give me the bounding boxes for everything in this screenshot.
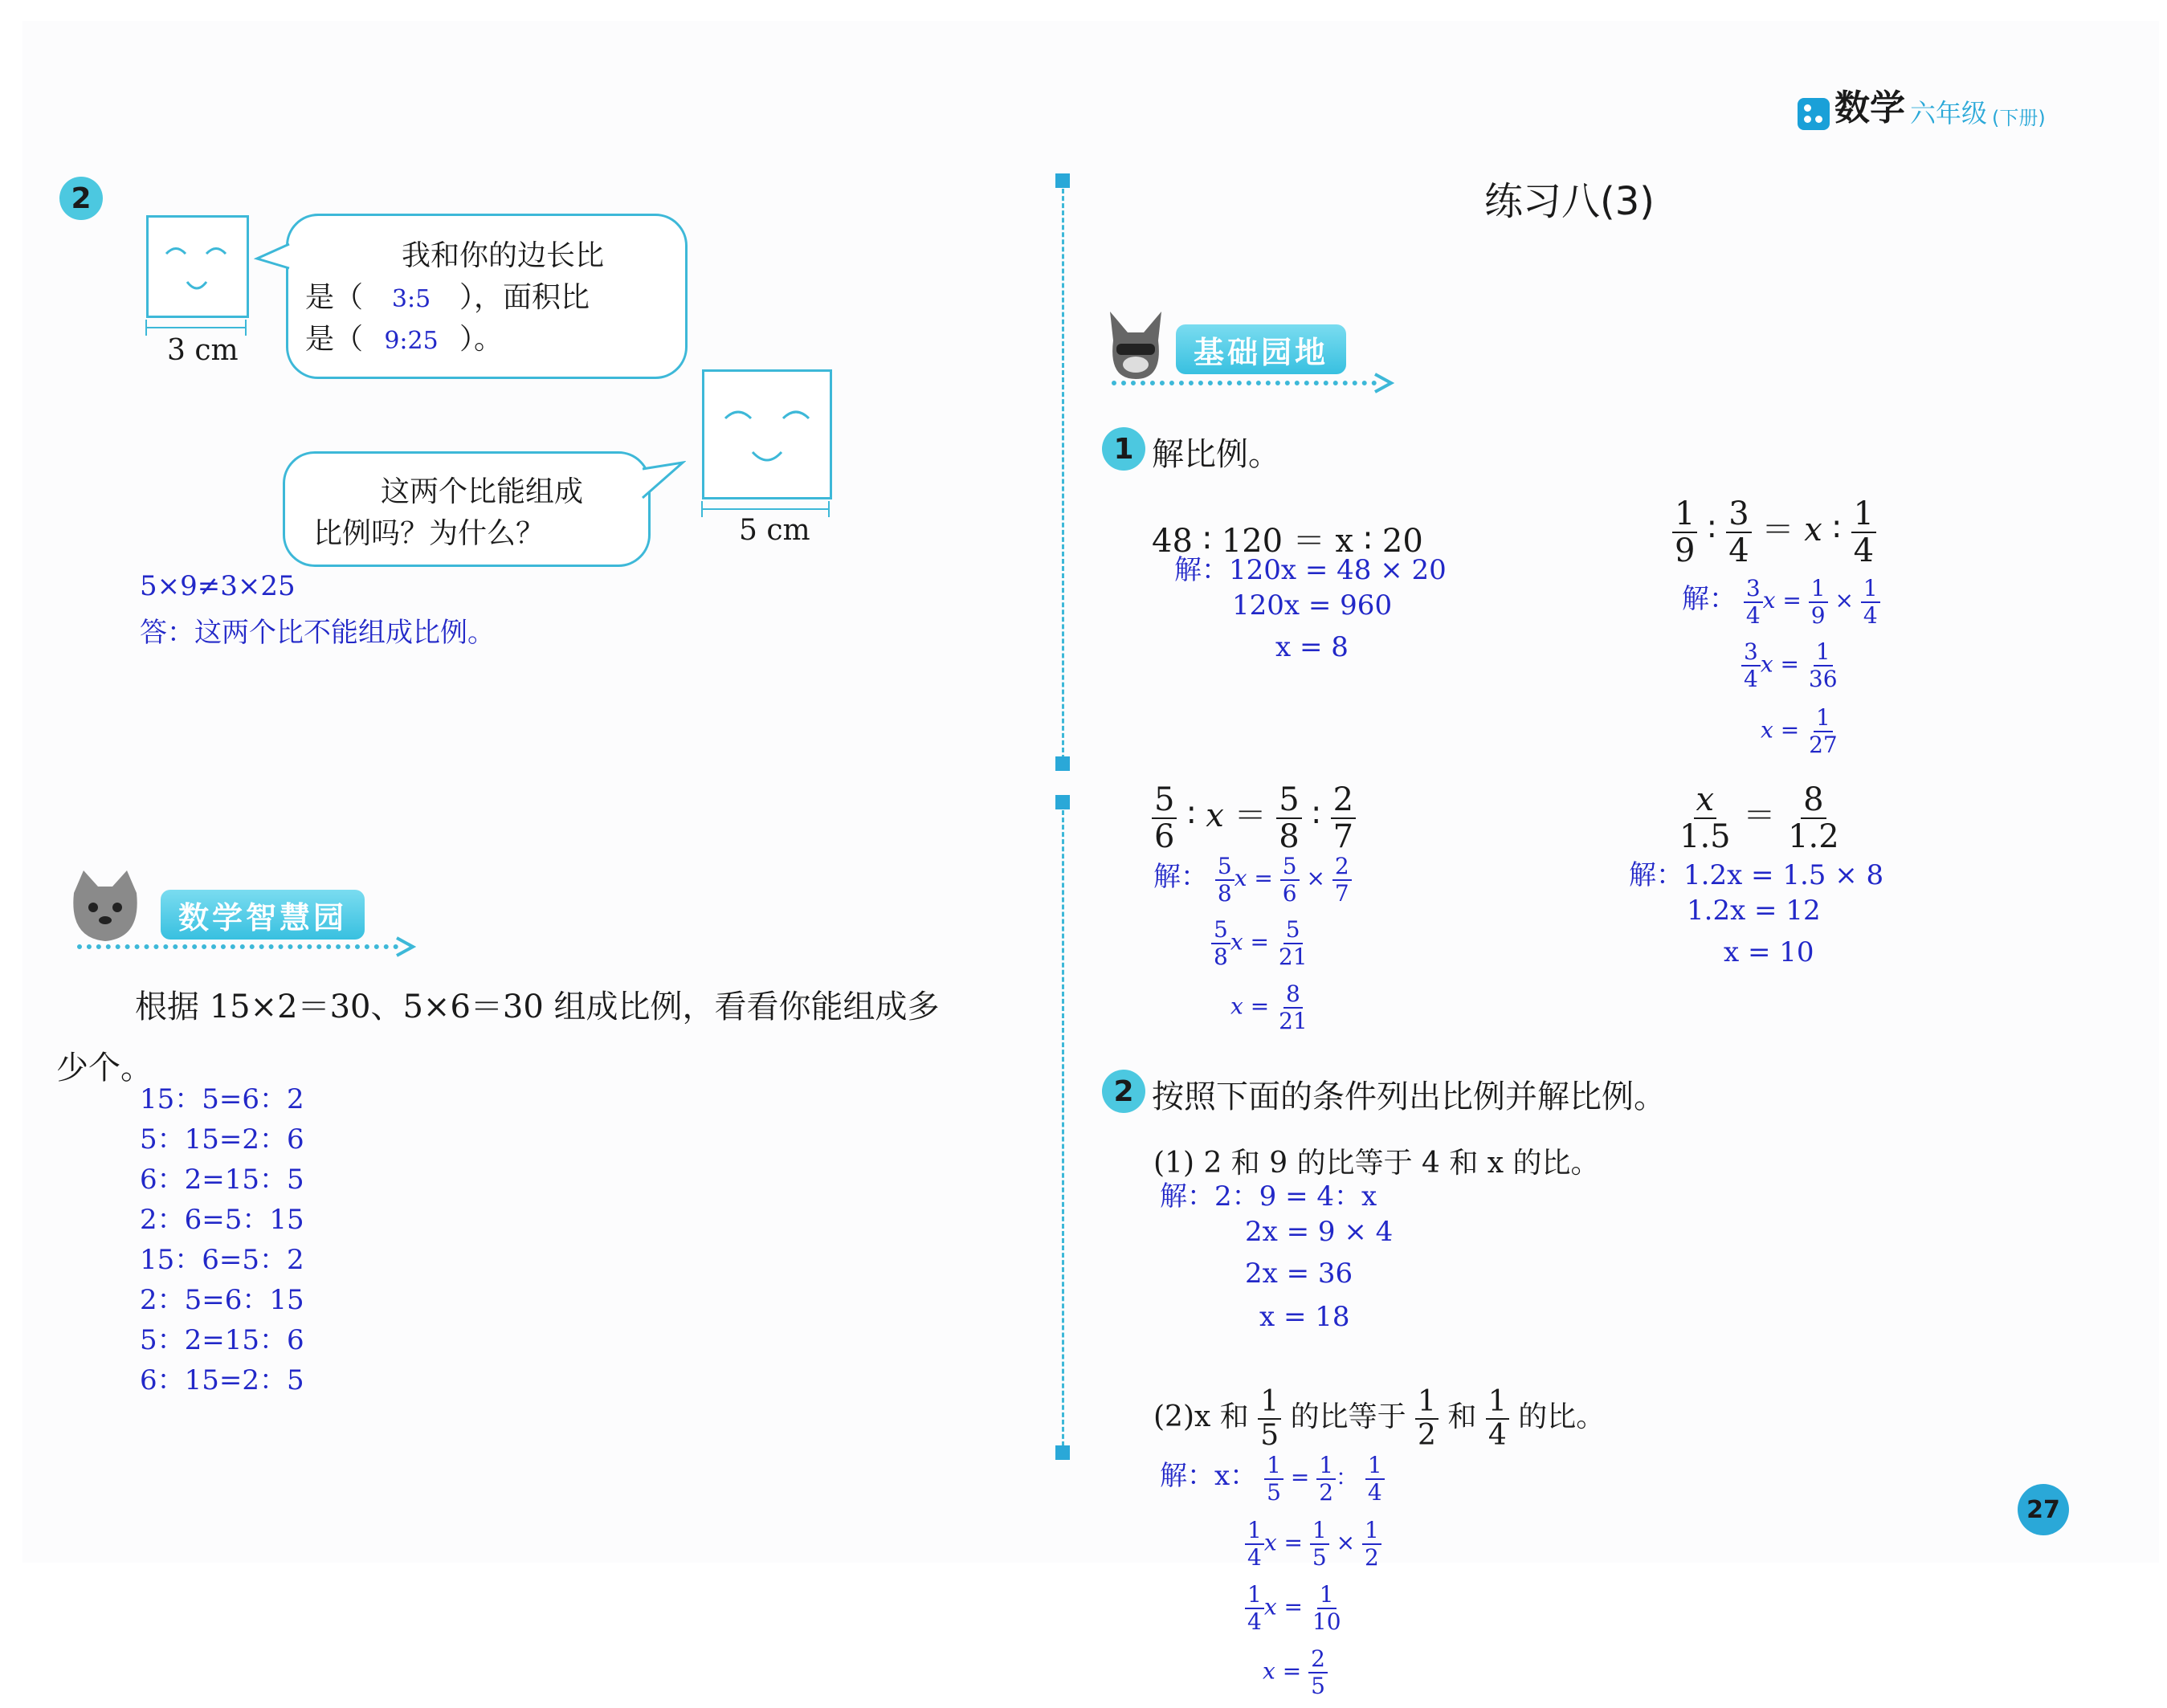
fraction-numerator: 3: [1744, 577, 1763, 603]
q2-text: 按照下面的条件列出比例并解比例。: [1152, 1078, 1666, 1115]
fraction-denominator: 4: [1488, 1419, 1507, 1452]
divider-marker: [1055, 756, 1070, 771]
fraction-denominator: 8: [1279, 818, 1300, 855]
logo-icon: [1798, 98, 1830, 130]
fraction-denominator: 4: [1247, 1544, 1262, 1571]
page-divider-top: [1062, 181, 1064, 760]
area-ratio-answer: 9:25: [384, 327, 439, 355]
q1a-step3: x = 8: [1275, 631, 1349, 663]
arrow-icon: [395, 936, 416, 957]
fraction-denominator: 6: [1154, 818, 1175, 855]
q2p1-text: (1) 2 和 9 的比等于 4 和 x 的比。: [1153, 1147, 1600, 1180]
q2p2-and: 和: [1447, 1400, 1477, 1433]
bubble1-line2-post: ），面积比: [459, 281, 590, 314]
large-square-face: [702, 369, 832, 499]
fraction-numerator: 5: [1152, 784, 1177, 819]
fraction-denominator: 4: [1863, 601, 1878, 629]
fraction-denominator: 36: [1808, 666, 1838, 692]
side-ratio-answer: 3:5: [391, 285, 431, 313]
wisdom-question-line1: 根据 15×2＝30、5×6＝30 组成比例，看看你能组成多: [135, 989, 940, 1025]
arrow-icon: [1373, 373, 1394, 393]
q1b-step2: $\frac{3}{4}$ x = $\frac{1}{36}$: [1741, 641, 1840, 691]
q1d-step2: 1.2x = 12: [1687, 895, 1821, 927]
q1a-equation: 48 ∶ 120 ＝ x ∶ 20: [1152, 523, 1423, 560]
page-divider-bottom: [1062, 803, 1064, 1453]
wisdom-answer-list: [140, 1079, 304, 1400]
question-badge: 1: [1102, 427, 1145, 471]
fraction-denominator: 4: [1853, 532, 1875, 569]
bubble1-line1: 我和你的边长比: [402, 239, 605, 272]
bubble1-line3: [305, 316, 503, 357]
fraction-numerator: 5: [1215, 855, 1234, 881]
fraction-denominator: 21: [1278, 944, 1308, 970]
fraction-numerator: 1: [1245, 1519, 1264, 1545]
fraction-denominator: 5: [1312, 1544, 1327, 1571]
fraction-denominator: 5: [1311, 1673, 1325, 1699]
q2p2-mid: 的比等于: [1290, 1400, 1406, 1433]
q1b-step1: 解： $\frac{3}{4}$ x = $\frac{1}{9}$ × $\frac{1}{4}$: [1682, 577, 1880, 627]
header-volume: (下册): [1992, 107, 2046, 129]
fraction-numerator: 8: [1283, 983, 1303, 1009]
q2p1-step3: 2x = 36: [1245, 1258, 1353, 1290]
bubble2-line1: 这两个比能组成: [381, 475, 584, 508]
q1b-equation: $\frac{1}{9}$ ∶ $\frac{3}{4}$ ＝ x ∶ $\frac{1}{4}$: [1672, 498, 1876, 567]
q1d-step3: x = 10: [1724, 936, 1814, 968]
q1b-step3: x = $\frac{1}{27}$: [1761, 707, 1840, 756]
problem2-answer-line1: 5×9≠3×25: [140, 570, 296, 602]
fraction-numerator: 5: [1211, 919, 1230, 944]
fraction-numerator: 1: [1264, 1454, 1283, 1480]
problem2-answer-line2: 答：这两个比不能组成比例。: [140, 617, 495, 649]
fraction-denominator: 6: [1282, 879, 1297, 907]
bubble-tail: [641, 461, 686, 501]
fraction-denominator: 5: [1260, 1419, 1279, 1452]
solution-label: 解：x：: [1160, 1460, 1258, 1492]
bubble1-line2-pre: 是（: [305, 281, 364, 314]
fraction-numerator: 1: [1415, 1388, 1439, 1420]
basics-banner: 基础园地: [1176, 324, 1346, 374]
bubble1-line2: [305, 275, 590, 316]
fraction-denominator: 21: [1279, 1008, 1308, 1034]
wisdom-question-line2: 少个。: [56, 1050, 153, 1086]
fraction-denominator: 2: [1418, 1419, 1436, 1452]
bubble1-line3-pre: 是（: [305, 323, 364, 356]
fraction-numerator: 2: [1331, 784, 1356, 819]
smile-square-icon: [704, 372, 830, 497]
q1d-step1: 解：1.2x = 1.5 × 8: [1629, 859, 1884, 891]
wisdom-banner: 数学智慧园: [161, 890, 365, 940]
fraction-numerator: 1: [1814, 707, 1833, 732]
q2p2-step4: x = $\frac{2}{5}$: [1263, 1648, 1328, 1698]
fraction-denominator: 4: [1728, 532, 1749, 569]
fraction-numerator: 1: [1672, 498, 1697, 533]
fraction-numerator: 1: [1486, 1388, 1509, 1420]
fraction-denominator: 9: [1675, 532, 1696, 569]
wisdom-answer: 15：6=5：2: [140, 1244, 304, 1276]
q1-text: 解比例。: [1152, 436, 1280, 473]
q2p2-post: 的比。: [1518, 1400, 1606, 1433]
q1a-step1: 解：120x = 48 × 20: [1174, 554, 1447, 586]
wisdom-answer: 2：5=6：15: [140, 1284, 304, 1316]
wisdom-answer: 6：2=15：5: [140, 1164, 304, 1196]
small-square-face: [146, 215, 249, 318]
header-subject: 数学: [1834, 88, 1905, 128]
fraction-numerator: x: [1694, 784, 1717, 819]
fraction-denominator: 4: [1367, 1478, 1382, 1506]
fraction-denominator: 8: [1214, 944, 1228, 970]
fraction-numerator: 1: [1245, 1584, 1264, 1609]
fraction-numerator: 1: [1814, 641, 1833, 666]
fraction-denominator: 8: [1217, 879, 1232, 907]
bubble-tail: [254, 241, 291, 273]
fraction-denominator: 5: [1267, 1478, 1281, 1506]
fraction-numerator: 2: [1308, 1648, 1328, 1673]
fraction-numerator: 2: [1332, 855, 1352, 881]
fraction-numerator: 8: [1801, 784, 1826, 819]
bubble1-line3-post: ）。: [459, 323, 504, 356]
wisdom-answer: 6：15=2：5: [140, 1364, 304, 1396]
fraction-numerator: 5: [1276, 784, 1301, 819]
fraction-denominator: 1.5: [1679, 818, 1731, 855]
q2p2-step1: 解：x： $\frac{1}{5}$ = $\frac{1}{2}$ ： $\frac{1}{4}$: [1160, 1453, 1385, 1504]
fraction-numerator: 1: [1258, 1388, 1281, 1420]
fraction-denominator: 27: [1809, 732, 1838, 758]
q1a-step2: 120x = 960: [1232, 589, 1393, 622]
bubble2-line2: 比例吗？为什么？: [313, 517, 545, 550]
divider-marker: [1055, 795, 1070, 809]
large-square-label: 5 cm: [739, 514, 810, 547]
fraction-numerator: 1: [1316, 1454, 1336, 1480]
q1c-equation: $\frac{5}{6}$ ∶ x ＝ $\frac{5}{8}$ ∶ $\frac{2}{7}$: [1152, 784, 1356, 853]
fraction-numerator: 1: [1809, 577, 1828, 603]
fraction-denominator: 7: [1334, 879, 1349, 907]
q2p1-step1: 解：2：9 = 4：x: [1160, 1180, 1377, 1213]
fraction-numerator: 1: [1362, 1519, 1381, 1545]
fraction-numerator: 1: [1365, 1454, 1385, 1480]
fraction-numerator: 1: [1851, 498, 1876, 533]
solution-label: 解：: [1682, 583, 1736, 615]
fraction-denominator: 10: [1312, 1608, 1341, 1635]
small-square-label: 3 cm: [167, 334, 239, 367]
fraction-denominator: 4: [1745, 601, 1761, 629]
fraction-denominator: 9: [1810, 601, 1826, 629]
q2p2-pre: (2)x 和: [1153, 1400, 1249, 1433]
fraction-denominator: 4: [1247, 1608, 1262, 1635]
q2p2-text: [1153, 1385, 1606, 1452]
header-grade: 六年级: [1910, 98, 1988, 128]
fraction-denominator: 7: [1332, 818, 1354, 855]
wisdom-answer: 15：5=6：2: [140, 1083, 304, 1115]
wisdom-answer: 5：2=15：6: [140, 1324, 304, 1356]
fraction-numerator: 5: [1280, 855, 1300, 881]
solution-label: 解：: [1153, 861, 1208, 893]
page-number: 27: [2018, 1484, 2069, 1535]
fraction-numerator: 5: [1283, 919, 1303, 944]
small-square-dimension: [145, 320, 247, 336]
q1c-step1: 解： $\frac{5}{8}$ x = $\frac{5}{6}$ × $\frac{2}{7}$: [1153, 854, 1352, 905]
fraction-numerator: 3: [1726, 498, 1751, 533]
question-badge: 2: [1102, 1070, 1145, 1113]
divider-marker: [1055, 1445, 1070, 1460]
fraction-numerator: 1: [1861, 577, 1880, 603]
q2p1-step2: 2x = 9 × 4: [1245, 1216, 1394, 1248]
page-title: 练习八(3): [1484, 179, 1655, 224]
rabbit-mascot-icon: [1104, 308, 1168, 382]
q2p2-step2: $\frac{1}{4}$ x = $\frac{1}{5}$ × $\frac{1}{2}$: [1245, 1519, 1381, 1569]
fraction-denominator: 2: [1319, 1478, 1334, 1506]
fraction-numerator: 3: [1741, 641, 1761, 666]
smile-square-icon: [149, 218, 247, 316]
fraction-denominator: 2: [1364, 1544, 1379, 1571]
divider-marker: [1055, 173, 1070, 188]
q1c-step3: x = $\frac{8}{21}$: [1230, 983, 1310, 1033]
fraction-numerator: 1: [1310, 1519, 1329, 1545]
wisdom-answer: 5：15=2：6: [140, 1123, 304, 1156]
cat-mascot-icon: [66, 869, 145, 944]
problem-badge: 2: [59, 177, 103, 220]
header-logo: [1798, 79, 2046, 130]
q1c-step2: $\frac{5}{8}$ x = $\frac{5}{21}$: [1211, 919, 1310, 968]
wisdom-banner-dots: [77, 944, 398, 949]
fraction-denominator: 4: [1744, 666, 1758, 692]
fraction-denominator: 1.2: [1788, 818, 1839, 855]
q2p2-step3: $\frac{1}{4}$ x = $\frac{1}{10}$: [1245, 1584, 1344, 1633]
fraction-numerator: 1: [1317, 1584, 1337, 1609]
q1d-equation: $\frac{x}{1.5}$ ＝ $\frac{8}{1.2}$: [1677, 784, 1842, 853]
wisdom-answer: 2：6=5：15: [140, 1204, 304, 1236]
basics-banner-dots: [1112, 381, 1377, 385]
q2p1-step4: x = 18: [1259, 1301, 1350, 1333]
